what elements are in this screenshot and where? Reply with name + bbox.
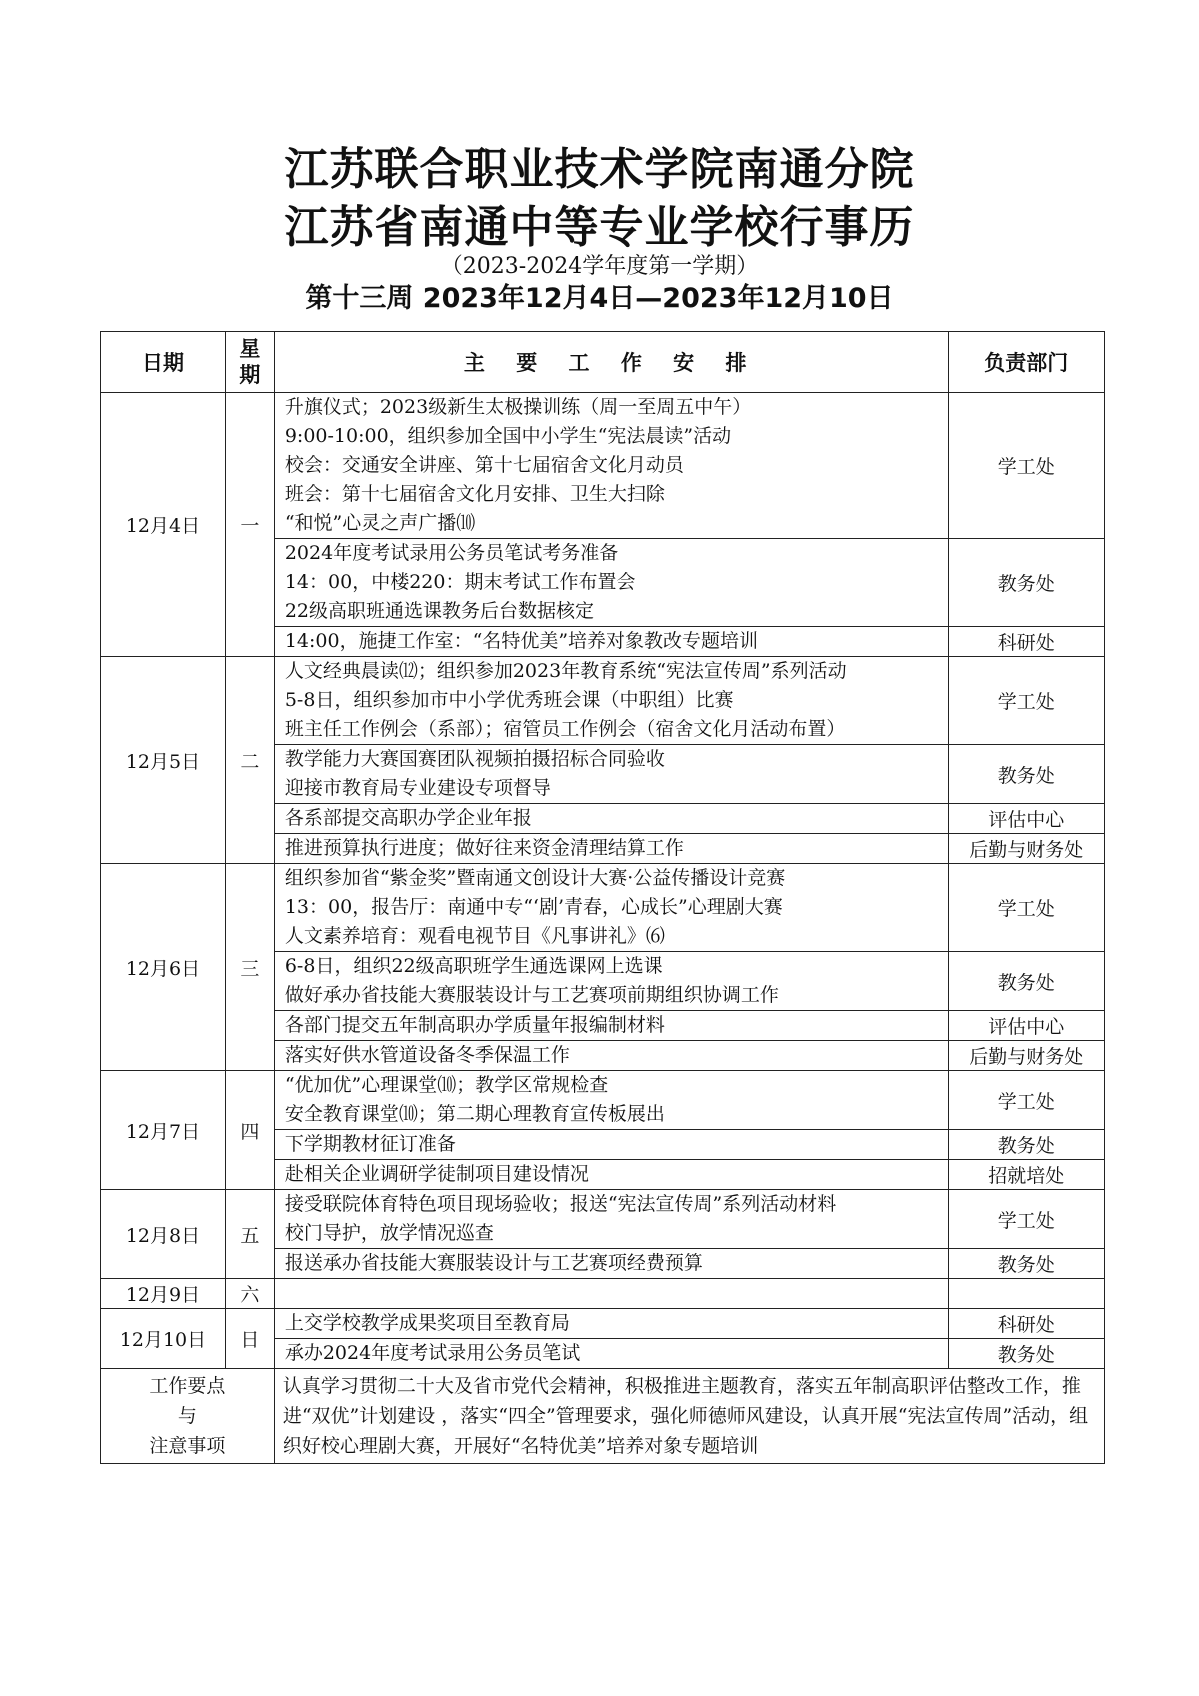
work-item-line: 9:00-10:00，组织参加全国中小学生“宪法晨读”活动	[284, 425, 732, 447]
header-weekday	[225, 332, 274, 393]
responsible-dept: 学工处	[948, 1190, 1104, 1249]
work-items	[274, 1071, 948, 1130]
work-item-line: 5-8日，组织参加市中小学优秀班会课（中职组）比赛	[284, 689, 734, 711]
header-work: 主 要 工 作 安 排	[274, 332, 948, 393]
work-item-line: 教学能力大赛国赛团队视频拍摄招标合同验收	[284, 748, 665, 770]
notes-label	[101, 1369, 275, 1464]
day-date: 12月7日	[101, 1071, 226, 1190]
work-item-line: 6-8日，组织22级高职班学生通选课网上选课	[284, 955, 663, 977]
schedule-body	[101, 393, 1105, 1369]
notes-text: 认真学习贯彻二十大及省市党代会精神，积极推进主题教育，落实五年制高职评估整改工作，推进“双优”计划建设 ，落实“四全”管理要求，强化师德师风建设，认真开展“宪法宣传周”活动，组织好校心理剧大赛，开展好“名特优美”培养对象专题培训	[274, 1369, 1104, 1464]
table-row	[101, 864, 1105, 952]
work-items	[274, 1190, 948, 1249]
day-weekday: 五	[225, 1190, 274, 1279]
work-items	[274, 1279, 948, 1309]
day-date: 12月4日	[101, 393, 226, 657]
responsible-dept: 学工处	[948, 1071, 1104, 1130]
work-item-line: 下学期教材征订准备	[284, 1133, 456, 1155]
work-items	[274, 1339, 948, 1369]
table-row	[101, 393, 1105, 539]
schedule-table	[100, 331, 1105, 1464]
title-line-2: 江苏省南通中等专业学校行事历	[284, 202, 915, 253]
day-weekday: 四	[225, 1071, 274, 1190]
work-items	[274, 1041, 948, 1071]
work-items	[274, 1130, 948, 1160]
day-date: 12月10日	[101, 1309, 226, 1369]
responsible-dept: 教务处	[948, 539, 1104, 627]
day-weekday: 二	[225, 657, 274, 864]
work-item-line: 班主任工作例会（系部）；宿管员工作例会（宿舍文化月活动布置）	[284, 718, 846, 740]
responsible-dept: 教务处	[948, 1130, 1104, 1160]
work-items	[274, 627, 948, 657]
responsible-dept: 教务处	[948, 1339, 1104, 1369]
work-items	[274, 539, 948, 627]
responsible-dept: 教务处	[948, 745, 1104, 804]
responsible-dept: 学工处	[948, 864, 1104, 952]
title-line-1: 江苏联合职业技术学院南通分院	[284, 144, 915, 195]
day-weekday: 日	[225, 1309, 274, 1369]
work-item-line: 各部门提交五年制高职办学质量年报编制材料	[284, 1014, 665, 1036]
work-item-line: 推进预算执行进度；做好往来资金清理结算工作	[284, 837, 684, 859]
table-row	[101, 1309, 1105, 1339]
day-date: 12月8日	[101, 1190, 226, 1279]
day-weekday: 一	[225, 393, 274, 657]
work-item-line: 13：00，报告厅：南通中专“‘剧’青春，心成长”心理剧大赛	[284, 896, 783, 918]
semester-subtitle: （2023-2024学年度第一学期）	[440, 254, 759, 279]
work-item-line: 14：00，中楼220：期末考试工作布置会	[284, 571, 636, 593]
header-dept: 负责部门	[948, 332, 1104, 393]
work-items	[274, 834, 948, 864]
work-item-line: 升旗仪式；2023级新生太极操训练（周一至周五中午）	[284, 396, 752, 418]
day-weekday: 六	[225, 1279, 274, 1309]
responsible-dept: 评估中心	[948, 804, 1104, 834]
week-date-range: 第十三周 2023年12月4日—2023年12月10日	[305, 283, 894, 314]
table-row	[101, 1071, 1105, 1130]
work-item-line: 班会：第十七届宿舍文化月安排、卫生大扫除	[284, 483, 665, 505]
work-item-line: 2024年度考试录用公务员笔试考务准备	[284, 542, 619, 564]
responsible-dept: 学工处	[948, 657, 1104, 745]
responsible-dept: 招就培处	[948, 1160, 1104, 1190]
day-date: 12月9日	[101, 1279, 226, 1309]
work-item-line: 人文素养培育：观看电视节目《凡事讲礼》⑹	[284, 925, 665, 947]
work-items	[274, 1011, 948, 1041]
work-item-line: 迎接市教育局专业建设专项督导	[284, 777, 551, 799]
notes-label-line: 与	[177, 1405, 197, 1427]
work-item-line: 14:00，施捷工作室：“名特优美”培养对象教改专题培训	[284, 630, 759, 652]
work-item-line: 赴相关企业调研学徒制项目建设情况	[284, 1163, 589, 1185]
table-row	[101, 1190, 1105, 1249]
table-row	[101, 1279, 1105, 1309]
work-item-line: 校门导护，放学情况巡查	[284, 1222, 494, 1244]
work-item-line: 报送承办省技能大赛服装设计与工艺赛项经费预算	[284, 1252, 703, 1274]
work-item-line: 人文经典晨读⑿；组织参加2023年教育系统“宪法宣传周”系列活动	[284, 660, 847, 682]
work-items	[274, 952, 948, 1011]
notes-label-line: 工作要点	[149, 1375, 226, 1397]
responsible-dept: 教务处	[948, 1249, 1104, 1279]
responsible-dept: 后勤与财务处	[948, 1041, 1104, 1071]
notes-row	[101, 1369, 1105, 1464]
work-item-line: 接受联院体育特色项目现场验收；报送“宪法宣传周”系列活动材料	[284, 1193, 837, 1215]
work-items	[274, 1309, 948, 1339]
responsible-dept	[948, 1279, 1104, 1309]
responsible-dept: 后勤与财务处	[948, 834, 1104, 864]
work-item-line: “优加优”心理课堂⑽；教学区常规检查	[284, 1074, 609, 1096]
work-item-line: 安全教育课堂⑽；第二期心理教育宣传板展出	[284, 1103, 665, 1125]
work-item-line: “和悦”心灵之声广播⑽	[284, 512, 476, 534]
header-date: 日期	[101, 332, 226, 393]
notes-label-line: 注意事项	[149, 1435, 226, 1457]
responsible-dept: 科研处	[948, 1309, 1104, 1339]
work-items	[274, 745, 948, 804]
day-weekday: 三	[225, 864, 274, 1071]
work-item-line: 上交学校教学成果奖项目至教育局	[284, 1312, 570, 1334]
responsible-dept: 科研处	[948, 627, 1104, 657]
work-items	[274, 657, 948, 745]
responsible-dept: 学工处	[948, 393, 1104, 539]
work-item-line: 承办2024年度考试录用公务员笔试	[284, 1342, 581, 1364]
work-items	[274, 864, 948, 952]
work-item-line: 落实好供水管道设备冬季保温工作	[284, 1044, 570, 1066]
day-date: 12月5日	[101, 657, 226, 864]
work-item-line: 22级高职班通选课教务后台数据核定	[284, 600, 595, 622]
work-items	[274, 804, 948, 834]
table-row	[101, 657, 1105, 745]
work-items	[274, 1160, 948, 1190]
work-items	[274, 1249, 948, 1279]
table-header-row	[101, 332, 1105, 393]
work-item-line: 各系部提交高职办学企业年报	[284, 807, 532, 829]
responsible-dept: 评估中心	[948, 1011, 1104, 1041]
work-item-line	[285, 1279, 948, 1308]
work-item-line: 组织参加省“紫金奖”暨南通文创设计大赛·公益传播设计竞赛	[284, 867, 786, 889]
day-date: 12月6日	[101, 864, 226, 1071]
work-item-line: 校会：交通安全讲座、第十七届宿舍文化月动员	[284, 454, 684, 476]
work-item-line: 做好承办省技能大赛服装设计与工艺赛项前期组织协调工作	[284, 984, 779, 1006]
work-items	[274, 393, 948, 539]
header-weekday-text: 星期	[239, 337, 261, 387]
responsible-dept: 教务处	[948, 952, 1104, 1011]
